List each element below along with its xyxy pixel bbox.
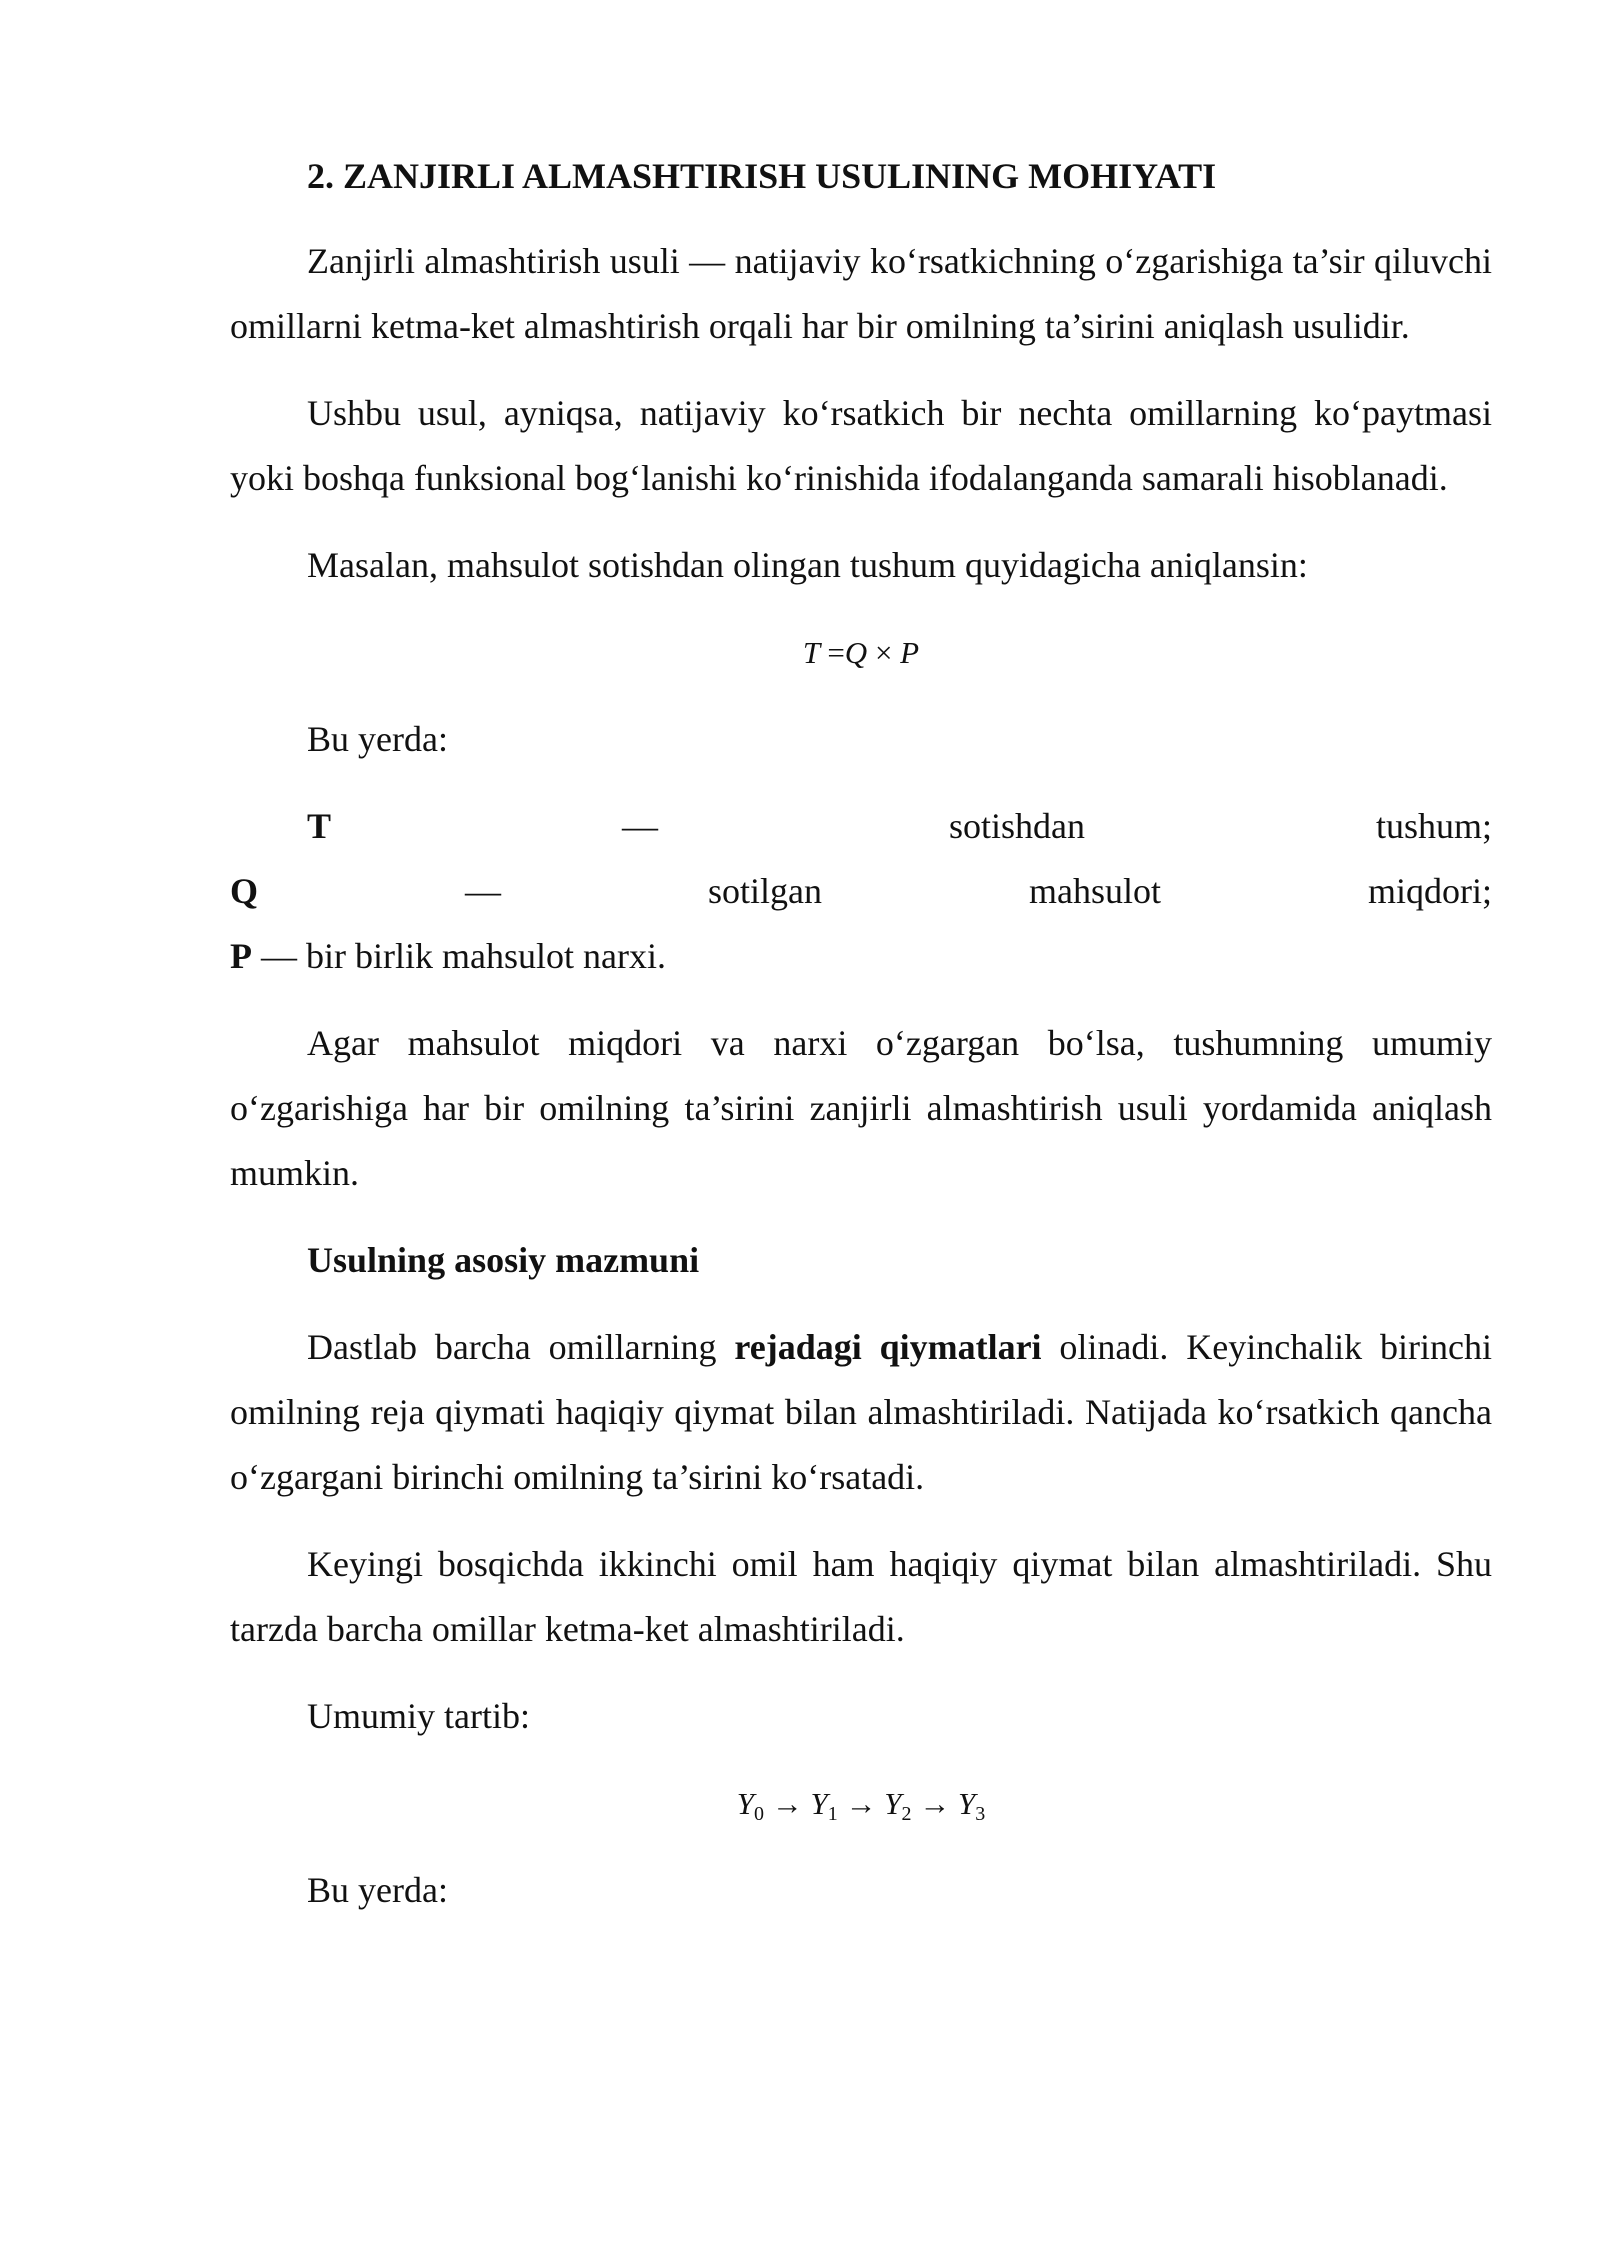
definition-word: tushum; — [1375, 806, 1492, 846]
formula-symbol-q: Q — [844, 635, 868, 670]
formula-equals: = — [827, 635, 845, 670]
formula-symbol-p: P — [900, 635, 920, 670]
chain-arrow: → — [845, 1786, 877, 1821]
definition-word: miqdori; — [1367, 871, 1492, 911]
definition-dash: — — [465, 871, 501, 911]
chain-y2: $Y_2$ — [884, 1786, 912, 1825]
formula-symbol-t: T — [802, 635, 820, 670]
chain-y0: $Y_0$ — [736, 1786, 764, 1825]
section-heading: 2. ZANJIRLI ALMASHTIRISH USULINING MOHIYATI — [307, 156, 1217, 196]
bu-yerda-label: Bu yerda: — [307, 719, 448, 759]
definition-symbol: T — [307, 806, 332, 846]
text-run: Dastlab barcha omillarning — [307, 1327, 735, 1367]
paragraph-usage: Ushbu usul, ayniqsa, natijaviy ko‘rsatkich bir nechta omillarning ko‘paytmasi yoki boshqa funksional bog‘lanishi ko‘rinishida ifodalanganda samarali hisoblanadi. — [230, 393, 1492, 498]
bold-text-run: rejadagi qiymatlari — [734, 1327, 1042, 1367]
paragraph-example-intro: Masalan, mahsulot sotishdan olingan tushum quyidagicha aniqlansin: — [307, 545, 1308, 585]
definition-symbol: P — [230, 936, 252, 976]
paragraph-change: Agar mahsulot miqdori va narxi o‘zgargan bo‘lsa, tushumning umumiy o‘zgarishiga har bir omilning ta’sirini zanjirli almashtirish usuli yordamida aniqlash mumkin. — [230, 1023, 1492, 1193]
definition-symbol: Q — [230, 871, 259, 911]
text-run: olinadi. Keyinchalik birinchi omilning reja qiymati haqiqiy qiymat bilan almashtiriladi. Natijada ko‘rsatkich qancha o‘zgargani birinchi omilning ta’sirini ko‘rsatadi. — [230, 1327, 1492, 1497]
paragraph-next-step: Keyingi bosqichda ikkinchi omil ham haqiqiy qiymat bilan almashtiriladi. Shu tarzda barcha omillar ketma-ket almashtiriladi. — [230, 1544, 1492, 1649]
definition-word: mahsulot — [1028, 871, 1161, 911]
definition-word: sotilgan — [707, 871, 822, 911]
definition-p — [230, 924, 1492, 989]
definition-q — [230, 859, 1492, 924]
paragraph-general-order: Umumiy tartib: — [307, 1696, 530, 1736]
paragraph-definition: Zanjirli almashtirish usuli — natijaviy ko‘rsatkichning o‘zgarishiga ta’sir qiluvchi omillarni ketma-ket almashtirish orqali har bir omilning ta’sirini aniqlash usulidir. — [230, 241, 1492, 346]
document-body — [230, 145, 1492, 1945]
subheading-main-content: Usulning asosiy mazmuni — [307, 1240, 700, 1280]
chain-arrow: → — [919, 1786, 951, 1821]
formula-times: × — [874, 635, 893, 670]
paragraph-method-steps — [230, 1315, 1492, 1510]
chain-y3: $Y_3$ — [958, 1786, 986, 1825]
definitions-block — [230, 794, 1492, 989]
definition-word: sotishdan — [948, 806, 1085, 846]
definition-t — [230, 794, 1492, 859]
definition-text: — bir birlik mahsulot narxi. — [252, 936, 666, 976]
chain-y1: $Y_1$ — [810, 1786, 838, 1825]
definition-dash: — — [622, 806, 658, 846]
formula-chain — [230, 1771, 1492, 1836]
bu-yerda-label: Bu yerda: — [307, 1870, 448, 1910]
formula-revenue — [230, 620, 1492, 685]
chain-arrow: → — [771, 1786, 803, 1821]
